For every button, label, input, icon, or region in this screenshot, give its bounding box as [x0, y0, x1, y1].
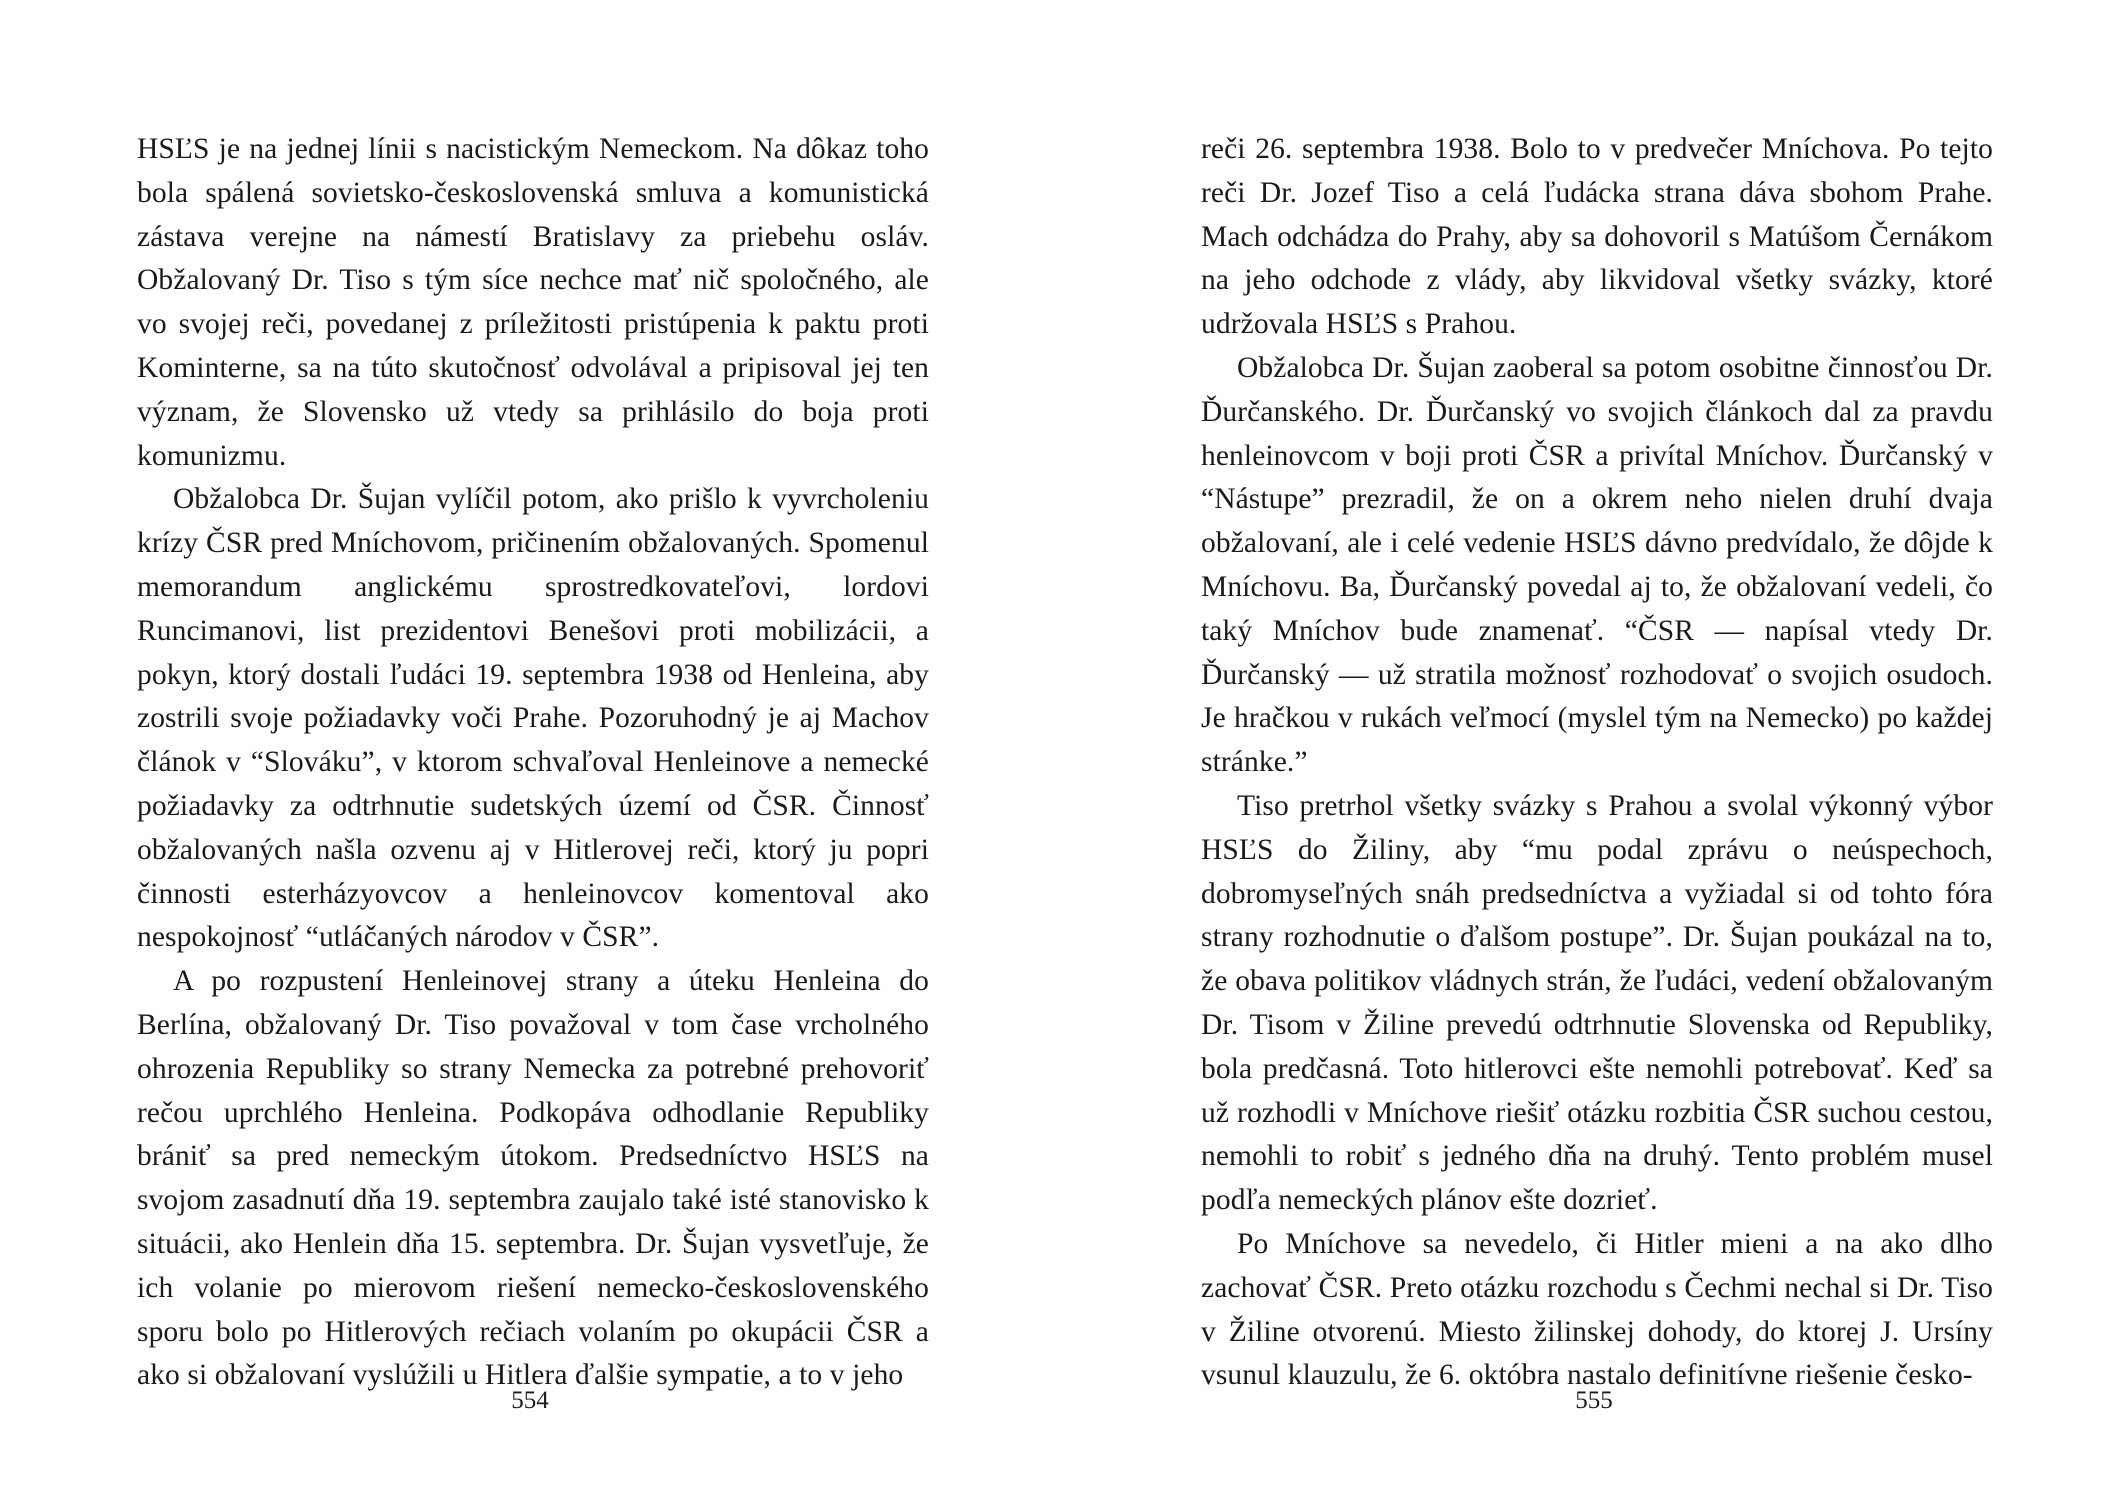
paragraph: A po rozpustení Henleinovej strany a úteku Henleina do Berlína, obžalovaný Dr. Tiso považoval v tom čase vrcholného ohrozenia Republiky so strany Nemecka za potrebné prehovoriť rečou uprchlého Henleina. Podkopáva odhodlanie Republiky brániť sa pred nemeckým útokom. Predsedníctvo HSĽS na svojom zasadnutí dňa 19. septembra zaujalo také isté stanovisko k situácii, ako Henlein dňa 15. septembra. Dr. Šujan vysvetľuje, že ich volanie po mierovom riešení nemecko-československého sporu bolo po Hitlerových rečiach volaním po okupácii ČSR a ako si obžalovaní vyslúžili u Hitlera ďalšie sympatie, a to v jeho	[137, 965, 929, 1392]
right-page-text	[1201, 128, 1993, 1398]
paragraph: Po Mníchove sa nevedelo, či Hitler mieni a na ako dlho zachovať ČSR. Preto otázku rozchodu s Čechmi nechal si Dr. Tiso v Žiline otvorenú. Miesto žilinskej dohody, do ktorej J. Ursíny vsunul klauzulu, že 6. októbra nastalo definitívne riešenie česko-	[1201, 1227, 1993, 1392]
paragraph: Tiso pretrhol všetky svázky s Prahou a svolal výkonný výbor HSĽS do Žiliny, aby “mu podal zprávu o neúspechoch, dobromyseľných snáh predsedníctva a vyžiadal si od tohto fóra strany rozhodnutie o ďalšom postupe”. Dr. Šujan poukázal na to, že obava politikov vládnych strán, že ľudáci, vedení obžalovaným Dr. Tisom v Žiline prevedú odtrhnutie Slovenska od Republiky, bola predčasná. Toto hitlerovci ešte nemohli potrebovať. Keď sa už rozhodli v Mníchove riešiť otázku rozbitia ČSR suchou cestou, nemohli to robiť s jedného dňa na druhý. Tento problém musel podľa nemeckých plánov ešte dozrieť.	[1201, 789, 1993, 1217]
paragraph: reči 26. septembra 1938. Bolo to v predvečer Mníchova. Po tejto reči Dr. Jozef Tiso a celá ľudácka strana dáva sbohom Prahe. Mach odchádza do Prahy, aby sa dohovoril s Matúšom Černákom na jeho odchode z vlády, aby likvidoval všetky svázky, ktoré udržovala HSĽS s Prahou.	[1201, 133, 1993, 341]
page-number: 554	[511, 1387, 549, 1414]
page-number: 555	[1575, 1387, 1613, 1414]
left-page-text	[137, 128, 929, 1398]
right-page	[1059, 0, 2118, 1500]
paragraph: Obžalobca Dr. Šujan vylíčil potom, ako prišlo k vyvrcholeniu krízy ČSR pred Mníchovom, pričinením obžalovaných. Spomenul memorandum anglickému sprostredkovateľovi, lordovi Runcimanovi, list prezidentovi Benešovi proti mobilizácii, a pokyn, ktorý dostali ľudáci 19. septembra 1938 od Henleina, aby zostrili svoje požiadavky voči Prahe. Pozoruhodný je aj Machov článok v “Slováku”, v ktorom schvaľoval Henleinove a nemecké požiadavky za odtrhnutie sudetských území od ČSR. Činnosť obžalovaných našla ozvenu aj v Hitlerovej reči, ktorý ju popri činnosti esterházyovcov a henleinovcov komentoval ako nespokojnosť “utláčaných národov v ČSR”.	[137, 483, 929, 954]
paragraph: HSĽS je na jednej línii s nacistickým Nemeckom. Na dôkaz toho bola spálená sovietsko-československá smluva a komunistická zástava verejne na námestí Bratislavy za priebehu osláv. Obžalovaný Dr. Tiso s tým síce nechce mať nič spoločného, ale vo svojej reči, povedanej z príležitosti pristúpenia k paktu proti Kominterne, sa na túto skutočnosť odvolával a pripisoval jej ten význam, že Slovensko už vtedy sa prihlásilo do boja proti komunizmu.	[137, 133, 929, 472]
paragraph: Obžalobca Dr. Šujan zaoberal sa potom osobitne činnosťou Dr. Ďurčanského. Dr. Ďurčanský vo svojich článkoch dal za pravdu henleinovcom v boji proti ČSR a privítal Mníchov. Ďurčanský v “Nástupe” prezradil, že on a okrem neho nielen druhí dvaja obžalovaní, ale i celé vedenie HSĽS dávno predvídalo, že dôjde k Mníchovu. Ba, Ďurčanský povedal aj to, že obžalovaní vedeli, čo taký Mníchov bude znamenať. “ČSR — napísal vtedy Dr. Ďurčanský — už stratila možnosť rozhodovať o svojich osudoch. Je hračkou v rukách veľmocí (myslel tým na Nemecko) po každej stránke.”	[1201, 351, 1993, 779]
